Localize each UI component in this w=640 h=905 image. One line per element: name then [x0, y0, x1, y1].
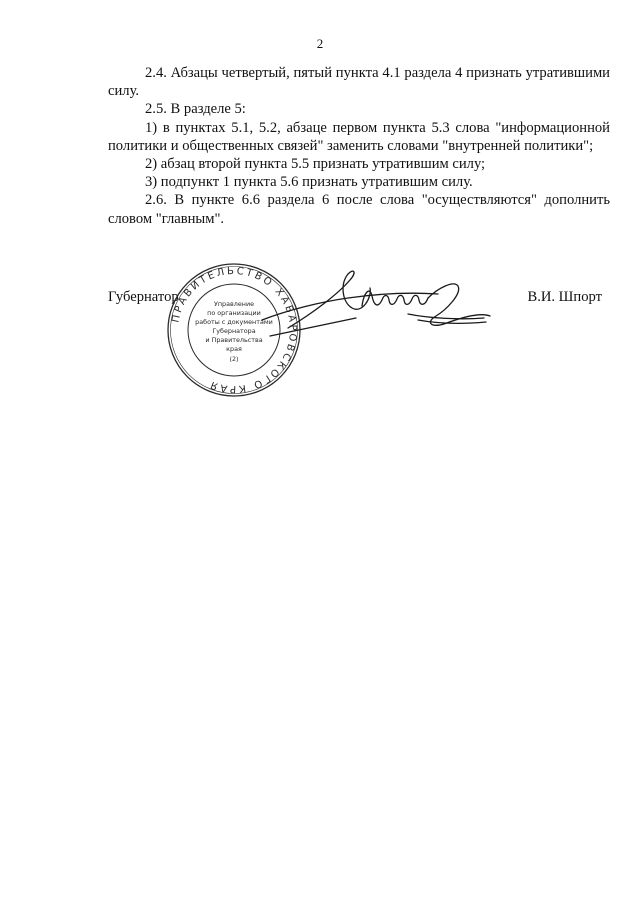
svg-text:(2): (2)	[229, 355, 239, 363]
paragraph-2-5: 2.5. В разделе 5:	[145, 101, 246, 118]
handwritten-signature	[258, 258, 494, 350]
signatory-role: Губернатор	[108, 289, 179, 305]
paragraph-2-5-item-1: 1) в пунктах 5.1, 5.2, абзаце первом пункта 5.3 слова "информационной политики и общественных связей" заменить словами "внутренней политики";	[108, 119, 610, 154]
page-number: 2	[316, 36, 324, 51]
paragraph-2-5-item-2: 2) абзац второй пункта 5.5 признать утратившим силу;	[145, 156, 486, 173]
svg-text:по организации: по организации	[207, 309, 261, 317]
svg-text:Управление: Управление	[213, 300, 255, 308]
svg-text:Губернатора: Губернатора	[212, 327, 256, 335]
paragraph-2-5-item-3: 3) подпункт 1 пункта 5.6 признать утратившим силу.	[145, 174, 473, 191]
signatory-name: В.И. Шпорт	[527, 289, 602, 305]
paragraph-2-6: 2.6. В пункте 6.6 раздела 6 после слова "осуществляются" дополнить словом "главным".	[108, 192, 610, 227]
svg-text:и Правительства: и Правительства	[205, 336, 263, 344]
paragraph-2-4: 2.4. Абзацы четвертый, пятый пункта 4.1 раздела 4 признать утратившими силу.	[108, 65, 610, 100]
svg-text:работы с документами: работы с документами	[195, 318, 273, 326]
document-body	[108, 64, 610, 228]
svg-text:края: края	[226, 345, 242, 353]
seal-outer-text: ПРАВИТЕЛЬСТВО ХАБАРОВСКОГО КРАЯ	[170, 265, 299, 395]
